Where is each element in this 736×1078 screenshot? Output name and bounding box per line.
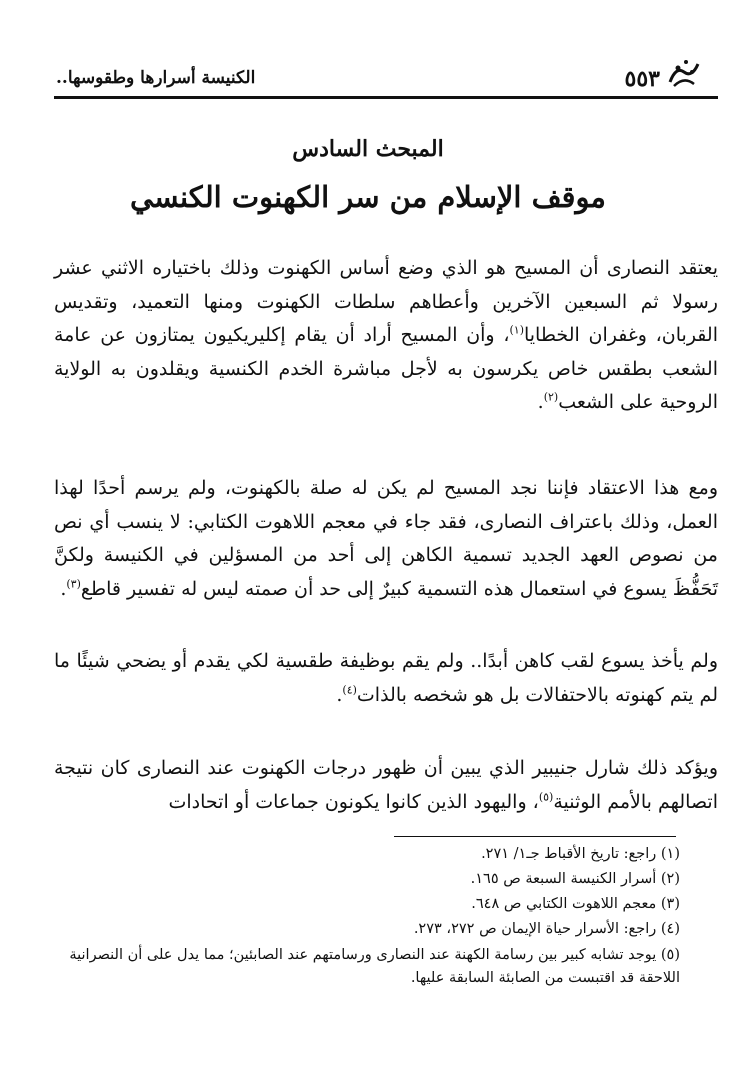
- footnote-1: (١) راجع: تاريخ الأقباط جـ١/ ٢٧١.: [481, 846, 680, 862]
- ornament-icon: [664, 58, 704, 92]
- footnote-separator: [394, 836, 676, 837]
- footnote-5: (٥) يوجد تشابه كبير بين رسامة الكهنة عند النصارى ورسامتهم عند الصابئين؛ مما يدل على أن النصرانية اللاحقة قد اقتبست من الصابئة السابقة عليها.: [69, 947, 680, 986]
- section-label: المبحث السادس: [292, 136, 444, 162]
- running-header: [54, 58, 718, 98]
- footnote-3: (٣) معجم اللاهوت الكتابي ص ٦٤٨.: [471, 896, 680, 912]
- footnote-ref[interactable]: (٣): [66, 577, 81, 591]
- section-title: موقف الإسلام من سر الكهنوت الكنسي: [130, 180, 606, 214]
- running-header-title: الكنيسة أسرارها وطقوسها..: [56, 68, 256, 88]
- page-number: ٥٥٣: [624, 66, 660, 92]
- paragraph-text: .: [336, 683, 343, 706]
- footnote-ref[interactable]: (١): [509, 323, 524, 337]
- footnote-ref[interactable]: (٤): [342, 683, 357, 697]
- paragraph-text: ، واليهود الذين كانوا يكونون جماعات أو اتحادات: [168, 790, 539, 813]
- paragraph-3: [54, 645, 718, 712]
- paragraph-2: [54, 472, 718, 606]
- footnote-ref[interactable]: (٥): [538, 790, 554, 804]
- paragraph-text: يعتقد النصارى أن المسيح هو الذي وضع أساس الكهنوت وذلك باختياره الاثني عشر رسولا ثم السبعين الآخرين وأعطاهم سلطات الكهنوت ومنها التعميد، وتقديس القربان، وغفران الخطايا: [54, 257, 718, 346]
- header-rule: [54, 96, 718, 99]
- paragraph-text: .: [537, 391, 544, 413]
- paragraph-1: [54, 252, 718, 420]
- paragraph-text: ولم يأخذ يسوع لقب كاهن أبدًا.. ولم يقم بوظيفة طقسية لكي يقدم أو يضحي شيئًا ما لم يتم كهنوته بالاحتفالات بل هو شخصه بالذات: [54, 650, 718, 706]
- footnote-ref[interactable]: (٢): [543, 390, 559, 404]
- paragraph-text: .: [60, 577, 67, 600]
- paragraph-text: ومع هذا الاعتقاد فإننا نجد المسيح لم يكن له صلة بالكهنوت، ولم يرسم أحدًا لهذا العمل، وذلك باعتراف النصارى، فقد جاء في معجم اللاهوت الكتابي: لا ينسب أي نص من نصوص العهد الجديد تسمية الكاهن إلى أحد من المسؤلين في الكنيسة ولكنَّ تَحَفُّظَ يسوع في استعمال هذه التسمية كبيرٌ إلى حد أن صمته ليس له تفسير قاطع: [54, 477, 718, 600]
- paragraph-4: [54, 752, 718, 819]
- footnote-4: (٤) راجع: الأسرار حياة الإيمان ص ٢٧٢، ٢٧٣.: [413, 921, 680, 937]
- footnote-2: (٢) أسرار الكنيسة السبعة ص ١٦٥.: [470, 871, 680, 887]
- paragraph-text: ، وأن المسيح أراد أن يقام إكليريكيون يمتازون عن عامة الشعب بطقس خاص يكرسون به لأجل مباشرة الخدم الكنسية ويقلدون به الولاية الروحية على الشعب: [54, 324, 718, 413]
- footnotes: [54, 842, 680, 990]
- paragraph-text: ويؤكد ذلك شارل جنيبير الذي يبين أن ظهور درجات الكهنوت عند النصارى كان نتيجة اتصالهم بالأمم الوثنية: [54, 757, 718, 813]
